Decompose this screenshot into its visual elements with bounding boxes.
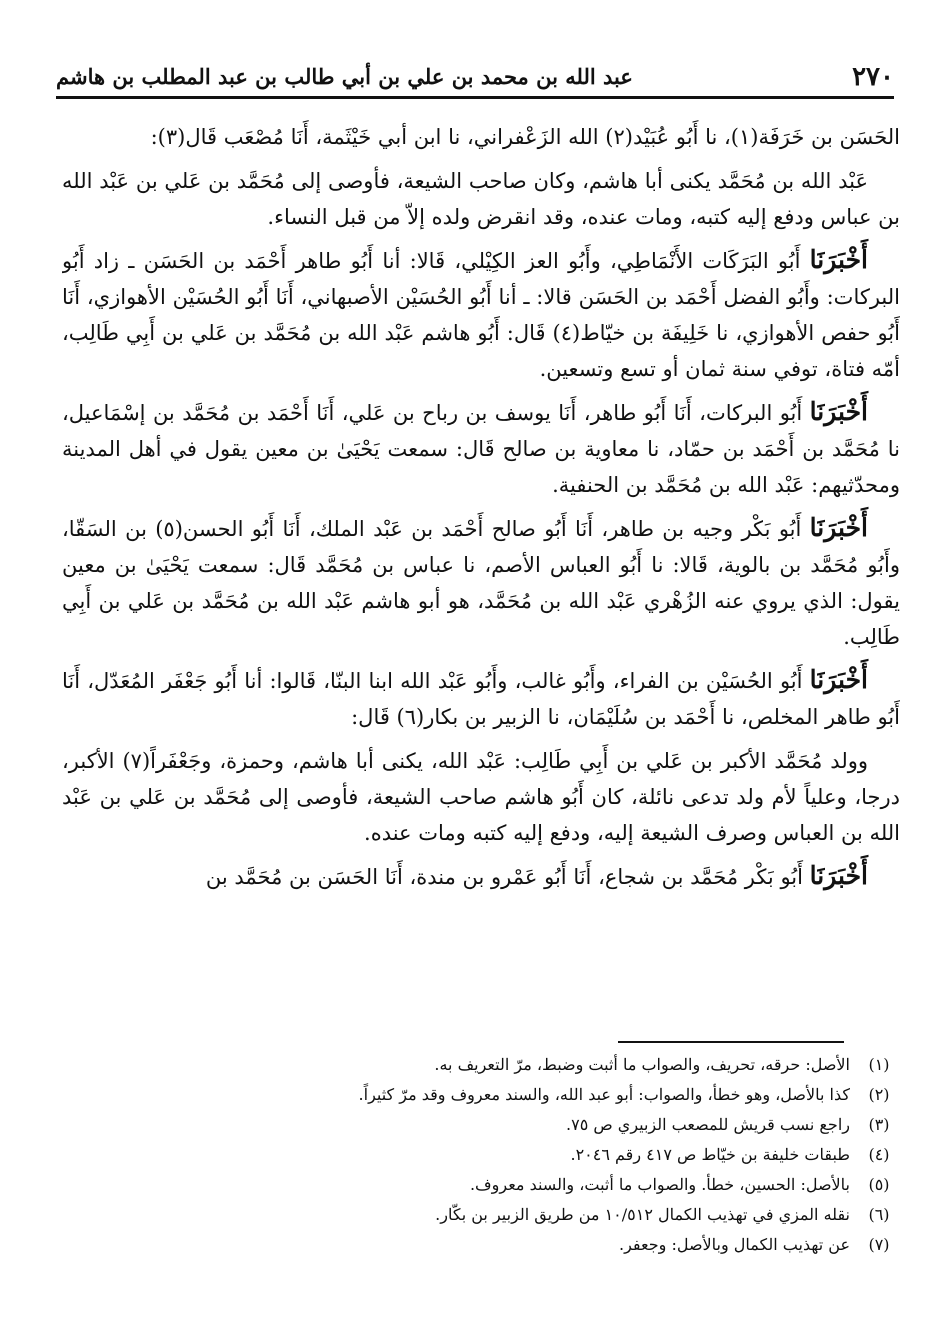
paragraph bbox=[62, 394, 900, 503]
footnote-text: طبقات خليفة بن خيّاط ص ٤١٧ رقم ٢٠٤٦. bbox=[570, 1145, 850, 1164]
paragraph-keyword: أَخْبَرَنَا bbox=[809, 861, 868, 890]
paragraph bbox=[62, 118, 900, 155]
footnote-text: راجع نسب قريش للمصعب الزبيري ص ٧٥. bbox=[566, 1115, 850, 1134]
footnote-text: بالأصل: الحسين، خطأ. والصواب ما أثبت، والسند معروف. bbox=[469, 1175, 850, 1194]
footnote-number: (٧) bbox=[868, 1235, 890, 1254]
running-title: عبد الله بن محمد بن علي بن أبي طالب بن عبد المطلب بن هاشم bbox=[56, 64, 633, 89]
paragraph bbox=[62, 162, 900, 235]
paragraph-keyword: أَخْبَرَنَا bbox=[809, 397, 868, 426]
footnote bbox=[62, 1230, 900, 1260]
paragraph-text: أَبُو البركات، أَنَا أَبُو طاهر، أَنَا يوسف بن رباح بن عَلي، أَنَا أَحْمَد بن مُحَمَّد بن إسْمَاعيل، نا مُحَمَّد بن أَحْمَد بن حمّاد، نا معاوية بن صالح قَال: سمعت يَحْيَىٰ بن معين يقول في أهل المدينة ومحدّثيهم: عَبْد الله بن مُحَمَّد بن الحنفية. bbox=[62, 401, 900, 497]
footnotes bbox=[62, 1050, 900, 1260]
footnote-number: (٦) bbox=[868, 1205, 890, 1224]
page-number: ٢٧٠ bbox=[852, 62, 894, 92]
footnote-number: (٥) bbox=[868, 1175, 890, 1194]
paragraph bbox=[62, 242, 900, 387]
paragraph-text: أَبُو الحُسَيْن بن الفراء، وأَبُو غالب، وأَبُو عَبْد الله ابنا البنّا، قَالوا: أنا أَبُو جَعْفَر المُعَدّل، أَنَا أَبُو طاهر المخلص، نا أَحْمَد بن سُلَيْمَان، نا الزبير بن بكار(٦) قَال: bbox=[62, 669, 900, 729]
footnote-number: (٣) bbox=[868, 1115, 890, 1134]
footnote-text: كذا بالأصل، وهو خطأ، والصواب: أبو عبد الله، والسند معروف وقد مرّ كثيراً. bbox=[358, 1085, 850, 1104]
paragraph-text: الحَسَن بن خَرَفَة(١)، نا أَبُو عُبَيْد(٢) الله الزَعْفراني، نا ابن أبي خَيْثَمة، أَنَا مُصْعَب قَال(٣): bbox=[150, 125, 900, 149]
footnote bbox=[62, 1080, 900, 1110]
footnote-text: الأصل: حرقه، تحريف، والصواب ما أثبت وضبط، مرّ التعريف به. bbox=[434, 1055, 850, 1074]
footnote-text: عن تهذيب الكمال وبالأصل: وجعفر. bbox=[619, 1235, 850, 1254]
paragraph-keyword: أَخْبَرَنَا bbox=[809, 665, 868, 694]
footnote bbox=[62, 1050, 900, 1080]
footnote-number: (٤) bbox=[868, 1145, 890, 1164]
footnote-text: نقله المزي في تهذيب الكمال ١٠/٥١٢ من طريق الزبير بن بكّار. bbox=[435, 1205, 850, 1224]
paragraph-text: وولد مُحَمَّد الأكبر بن عَلي بن أَبِي طَالِب: عَبْد الله، يكنى أبا هاشم، وحمزة، وجَعْفَراً(٧) الأكبر، درجا، وعلياً لأم ولد تدعى نائلة، كان أَبُو هاشم صاحب الشيعة، فأوصى إلى مُحَمَّد بن عَلي بن عَبْد الله بن العباس وصرف الشيعة إليه، ودفع إليه كتبه ومات عنده. bbox=[62, 749, 900, 845]
paragraph-keyword: أَخْبَرَنَا bbox=[809, 513, 868, 542]
page-header bbox=[56, 58, 894, 99]
footnote bbox=[62, 1110, 900, 1140]
footnote-number: (٢) bbox=[868, 1085, 890, 1104]
paragraph bbox=[62, 662, 900, 735]
footnote-number: (١) bbox=[868, 1055, 890, 1074]
paragraph bbox=[62, 742, 900, 851]
paragraph-keyword: أَخْبَرَنَا bbox=[809, 245, 868, 274]
paragraph bbox=[62, 510, 900, 655]
paragraph-text: أَبُو بَكْر وجيه بن طاهر، أَنَا أَبُو صالح أَحْمَد بن عَبْد الملك، أَنَا أَبُو الحسن(٥) بن السَقّا، وأَبُو مُحَمَّد بن بالوية، قَالا: نا أَبُو العباس الأصم، نا عباس بن مُحَمَّد قَال: سمعت يَحْيَىٰ بن معين يقول: الذي يروي عنه الزُهْري عَبْد الله بن مُحَمَّد، هو أبو هاشم عَبْد الله بن مُحَمَّد بن عَلي بن أَبِي طَالِب. bbox=[62, 517, 900, 649]
footnote bbox=[62, 1200, 900, 1230]
main-text bbox=[62, 118, 900, 1053]
paragraph-text: عَبْد الله بن مُحَمَّد يكنى أبا هاشم، وكان صاحب الشيعة، فأوصى إلى مُحَمَّد بن عَلي بن عَبْد الله بن عباس ودفع إليه كتبه، ومات عنده، وقد انقرض ولده إلاّ من قبل النساء. bbox=[62, 169, 900, 229]
paragraph-text: أَبُو بَكْر مُحَمَّد بن شجاع، أَنَا أَبُو عَمْرو بن مندة، أَنَا الحَسَن بن مُحَمَّد بن bbox=[205, 865, 803, 889]
paragraph-text: أَبُو البَرَكَات الأَنْمَاطِي، وأَبُو العز الكِيْلي، قَالا: أنا أَبُو طاهر أَحْمَد بن الحَسَن ـ زاد أَبُو البركات: وأَبُو الفضل أَحْمَد بن الحَسَن قالا: ـ أنا أَبُو الحُسَيْن الأصبهاني، أَنَا أَبُو الحُسَيْن الأهوازي، أَنَا أَبُو حفص الأهوازي، نا خَلِيفَة بن خيّاط(٤) قَال: أَبُو هاشم عَبْد الله بن مُحَمَّد بن عَلي بن أَبِي طَالِب، أمّه فتاة، توفي سنة ثمان أو تسع وتسعين. bbox=[62, 249, 900, 381]
footnote bbox=[62, 1170, 900, 1200]
footnote-separator bbox=[618, 1041, 844, 1043]
footnote bbox=[62, 1140, 900, 1170]
paragraph bbox=[62, 858, 900, 895]
